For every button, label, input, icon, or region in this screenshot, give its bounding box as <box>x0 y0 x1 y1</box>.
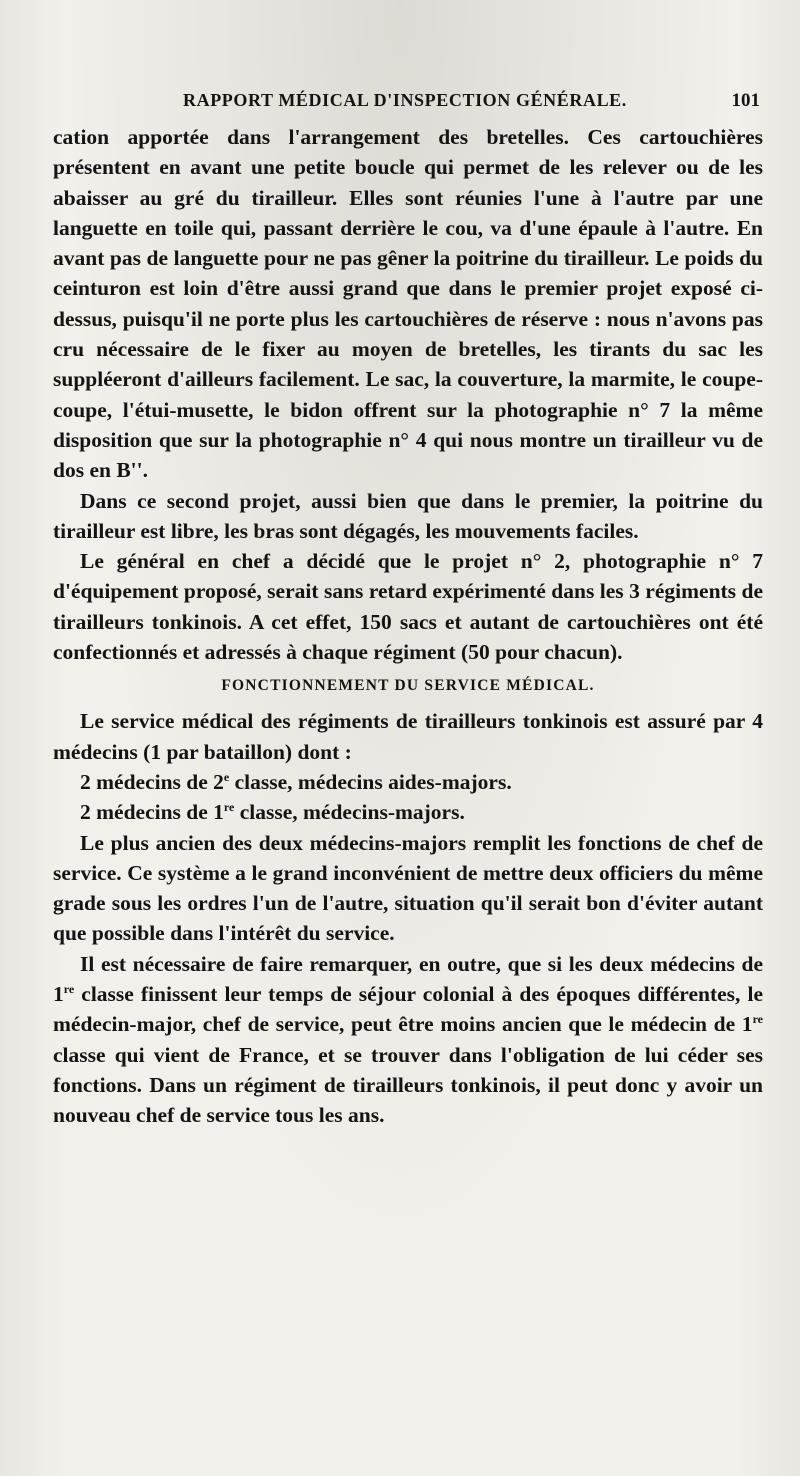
paragraph-5-seg-2: classe finissent leur temps de séjour colonial à des époques différentes, le médecin-major, chef de service, peut être moins ancien que le médecin de 1 <box>53 982 763 1037</box>
service-line-2-pre: 2 médecins de 1 <box>80 800 224 825</box>
section-heading: FONCTIONNEMENT DU SERVICE MÉDICAL. <box>221 677 595 695</box>
paragraph-3: Le général en chef a décidé que le projet n° 2, photographie n° 7 d'équipement proposé, serait sans retard expérimenté dans les 3 régiments de tirailleurs tonkinois. A cet effet, 150 sacs et autant de cartouchières ont été confectionnés et adressés à chaque régiment (50 pour chacun). <box>53 549 763 665</box>
paragraph-1: cation apportée dans l'arrangement des bretelles. Ces cartouchières présentent en avant une petite boucle qui permet de les relever ou de les abaisser au gré du tirailleur. Elles sont réunies l'une à l'autre par une languette en toile qui, passant derrière le cou, va d'une épaule à l'autre. En avant pas de languette pour ne pas gêner la poitrine du tirailleur. Le poids du ceinturon est loin d'être aussi grand que dans le premier projet exposé ci-dessus, puisqu'il ne porte plus les cartouchières de réserve : nous n'avons pas cru nécessaire de le fixer au moyen de bretelles, les tirants du sac les suppléeront d'ailleurs facilement. Le sac, la couverture, la marmite, le coupe-coupe, l'étui-musette, le bidon offrent sur la photographie n° 7 la même disposition que sur la photographie n° 4 qui nous montre un tirailleur vu de dos en B''. <box>53 125 763 483</box>
service-line-2-sup: re <box>223 800 235 815</box>
paragraph-5-seg-3: classe qui vient de France, et se trouver dans l'obligation de lui céder ses fonctions. Dans un régiment de tirailleurs tonkinois, il peut donc y avoir un nouveau chef de service tous les ans. <box>53 1042 763 1128</box>
running-title: RAPPORT MÉDICAL D'INSPECTION GÉNÉRALE. <box>183 90 627 110</box>
paragraph-5-sup-2: re <box>752 1012 763 1027</box>
paragraph-5 <box>53 949 763 1131</box>
paragraph-4: Le plus ancien des deux médecins-majors remplit les fonctions de chef de service. Ce système a le grand inconvénient de mettre deux officiers du même grade sous les ordres l'un de l'autre, situation qu'il serait bon d'éviter autant que possible dans l'intérêt du service. <box>53 830 763 946</box>
paragraph-2: Dans ce second projet, aussi bien que dans le premier, la poitrine du tirailleur est libre, les bras sont dégagés, les mouvements faciles. <box>53 488 763 543</box>
paragraph-5-seg-1: Il est nécessaire de faire remarquer, en outre, que si les deux médecins de 1 <box>53 951 763 1007</box>
page-number: 101 <box>731 90 760 111</box>
service-line-1-post: classe, médecins aides-majors. <box>229 769 512 794</box>
service-line-2-post: classe, médecins-majors. <box>234 800 465 825</box>
service-line-1-pre: 2 médecins de 2 <box>80 769 224 794</box>
body-text <box>53 122 763 1131</box>
running-head <box>50 90 760 114</box>
service-line-1 <box>53 767 763 797</box>
paragraph-5-sup-1: re <box>63 982 75 997</box>
service-line-1-sup: e <box>223 769 230 784</box>
service-intro: Le service médical des régiments de tirailleurs tonkinois est assuré par 4 médecins (1 par bataillon) dont : <box>53 709 763 764</box>
service-line-2 <box>53 797 763 827</box>
